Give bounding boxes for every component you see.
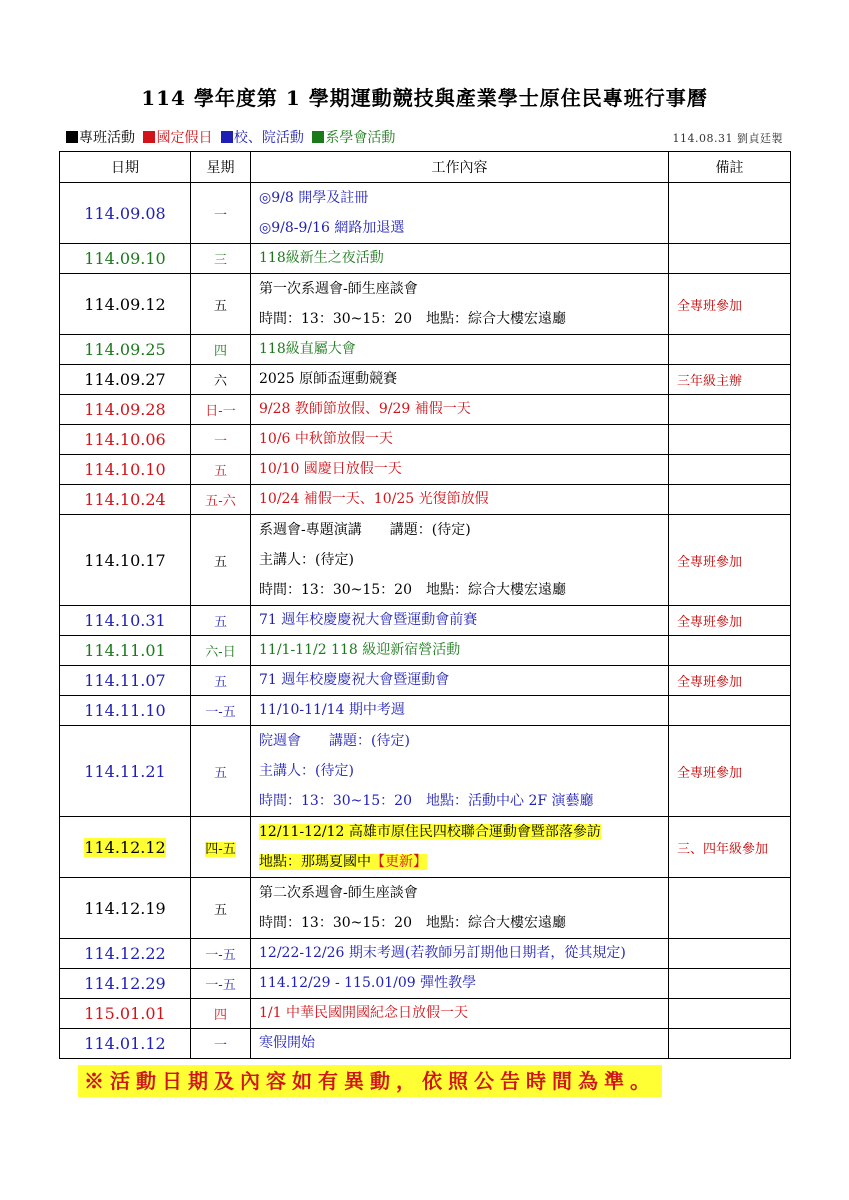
row-date-text: 115.01.01 bbox=[84, 1004, 166, 1023]
legend-label: 專班活動 bbox=[79, 130, 135, 146]
row-weekday-text: 四 bbox=[213, 1008, 227, 1023]
row-weekday bbox=[191, 606, 251, 636]
row-weekday bbox=[191, 666, 251, 696]
row-weekday bbox=[191, 999, 251, 1029]
row-date bbox=[60, 666, 191, 696]
table-row bbox=[60, 969, 791, 999]
row-weekday bbox=[191, 274, 251, 335]
row-date-text: 114.12.22 bbox=[84, 944, 166, 963]
row-note bbox=[669, 999, 791, 1029]
footer-notice: ※活動日期及內容如有異動，依照公告時間為準。 bbox=[78, 1065, 662, 1097]
row-content bbox=[251, 455, 669, 485]
row-content-line: 系週會-專題演講 講題：(待定) bbox=[259, 522, 471, 538]
row-weekday bbox=[191, 335, 251, 365]
row-weekday bbox=[191, 696, 251, 726]
row-content-line: 地點：那瑪夏國中 bbox=[259, 854, 371, 870]
row-weekday-text: 一 bbox=[213, 1038, 227, 1053]
row-note bbox=[669, 395, 791, 425]
table-row bbox=[60, 999, 791, 1029]
header-note: 備註 bbox=[669, 152, 791, 183]
row-note-text: 全專班參加 bbox=[677, 554, 743, 570]
row-content bbox=[251, 878, 669, 939]
legend-label: 國定假日 bbox=[156, 130, 213, 146]
row-content-line: 10/10 國慶日放假一天 bbox=[259, 461, 402, 477]
row-weekday-text: 一 bbox=[213, 434, 227, 449]
row-note bbox=[669, 365, 791, 395]
row-content-line: 9/28 教師節放假、9/29 補假一天 bbox=[259, 401, 471, 417]
row-weekday bbox=[191, 183, 251, 244]
row-content bbox=[251, 425, 669, 455]
row-date bbox=[60, 244, 191, 274]
row-weekday-text: 五-六 bbox=[205, 494, 236, 509]
row-note bbox=[669, 1029, 791, 1059]
legend-swatch bbox=[143, 131, 155, 143]
row-note-text: 三、四年級參加 bbox=[677, 841, 769, 857]
row-date bbox=[60, 726, 191, 817]
row-content-line: 114.12/29 - 115.01/09 彈性教學 bbox=[259, 975, 477, 991]
row-note bbox=[669, 939, 791, 969]
legend-item-school-activity bbox=[221, 130, 304, 146]
row-date bbox=[60, 485, 191, 515]
table-row bbox=[60, 244, 791, 274]
row-date bbox=[60, 636, 191, 666]
row-date bbox=[60, 1029, 191, 1059]
row-date bbox=[60, 878, 191, 939]
row-content bbox=[251, 999, 669, 1029]
legend-item-association-activity bbox=[312, 130, 395, 146]
legend-item-national-holiday bbox=[143, 130, 212, 146]
row-content bbox=[251, 183, 669, 244]
table-row bbox=[60, 817, 791, 878]
row-content bbox=[251, 244, 669, 274]
legend-item-class-activity bbox=[66, 130, 135, 146]
row-content-line: 10/24 補假一天、10/25 光復節放假 bbox=[259, 491, 489, 507]
author-note: 114.08.31 劉貞廷製 bbox=[672, 132, 783, 145]
row-note bbox=[669, 636, 791, 666]
table-row bbox=[60, 395, 791, 425]
row-weekday-text: 五 bbox=[213, 615, 227, 630]
row-content-line: 1/1 中華民國開國紀念日放假一天 bbox=[259, 1005, 468, 1021]
row-weekday-text: 三 bbox=[213, 253, 227, 268]
row-note bbox=[669, 817, 791, 878]
row-weekday bbox=[191, 455, 251, 485]
row-note bbox=[669, 666, 791, 696]
row-content-line: 12/22-12/26 期末考週(若教師另訂期他日期者，從其規定) bbox=[259, 945, 626, 961]
row-note bbox=[669, 455, 791, 485]
row-content bbox=[251, 606, 669, 636]
row-content-line: 時間：13：30~15：20 地點：綜合大樓宏遠廳 bbox=[259, 915, 566, 931]
row-date-text: 114.10.10 bbox=[84, 460, 166, 479]
table-row bbox=[60, 939, 791, 969]
row-date bbox=[60, 999, 191, 1029]
row-note-text: 全專班參加 bbox=[677, 615, 743, 630]
row-note bbox=[669, 606, 791, 636]
row-date-text: 114.11.21 bbox=[84, 761, 166, 781]
row-weekday-text: 五 bbox=[213, 298, 227, 314]
row-weekday bbox=[191, 425, 251, 455]
row-date bbox=[60, 817, 191, 878]
row-date bbox=[60, 335, 191, 365]
row-date-text: 114.12.12 bbox=[84, 837, 166, 857]
row-date bbox=[60, 365, 191, 395]
row-date bbox=[60, 274, 191, 335]
row-date-text: 114.09.12 bbox=[84, 294, 166, 314]
legend-label: 系學會活動 bbox=[325, 130, 396, 146]
row-content bbox=[251, 969, 669, 999]
row-weekday bbox=[191, 244, 251, 274]
row-content bbox=[251, 636, 669, 666]
row-content bbox=[251, 939, 669, 969]
row-date bbox=[60, 696, 191, 726]
row-weekday-text: 五 bbox=[213, 675, 227, 690]
update-tag: 【更新】 bbox=[371, 854, 427, 870]
row-note bbox=[669, 183, 791, 244]
row-content-line: 11/1-11/2 118 級迎新宿營活動 bbox=[259, 642, 461, 658]
header-weekday: 星期 bbox=[191, 152, 251, 183]
row-date-text: 114.10.24 bbox=[84, 490, 166, 509]
row-content-line: 主講人：(待定) bbox=[259, 763, 354, 779]
row-weekday-text: 五 bbox=[213, 464, 227, 479]
row-content bbox=[251, 666, 669, 696]
row-date-text: 114.09.10 bbox=[84, 249, 166, 268]
row-date-text: 114.11.01 bbox=[84, 641, 166, 660]
row-date bbox=[60, 455, 191, 485]
row-content-line: 主講人：(待定) bbox=[259, 552, 354, 568]
row-content-line: 第二次系週會-師生座談會 bbox=[259, 885, 418, 901]
row-note bbox=[669, 969, 791, 999]
row-date-text: 114.09.08 bbox=[84, 203, 166, 223]
row-note bbox=[669, 696, 791, 726]
row-weekday-text: 一-五 bbox=[205, 705, 236, 720]
row-date bbox=[60, 939, 191, 969]
row-content bbox=[251, 726, 669, 817]
row-weekday bbox=[191, 726, 251, 817]
row-weekday bbox=[191, 395, 251, 425]
row-date-text: 114.09.28 bbox=[84, 400, 166, 419]
row-date bbox=[60, 606, 191, 636]
row-weekday-text: 五 bbox=[213, 765, 227, 781]
row-content-line: 12/11-12/12 高雄市原住民四校聯合運動會暨部落參訪 bbox=[259, 824, 601, 840]
header-date: 日期 bbox=[60, 152, 191, 183]
color-legend bbox=[66, 127, 399, 147]
row-content-line: 118級直屬大會 bbox=[259, 341, 356, 357]
row-content bbox=[251, 365, 669, 395]
row-note-text: 全專班參加 bbox=[677, 298, 743, 314]
table-row bbox=[60, 696, 791, 726]
row-note bbox=[669, 726, 791, 817]
row-content-line: 118級新生之夜活動 bbox=[259, 250, 384, 266]
table-row bbox=[60, 365, 791, 395]
table-row bbox=[60, 726, 791, 817]
row-content-line: 2025 原師盃運動競賽 bbox=[259, 371, 398, 387]
row-weekday bbox=[191, 969, 251, 999]
table-row bbox=[60, 1029, 791, 1059]
row-weekday bbox=[191, 365, 251, 395]
row-date bbox=[60, 395, 191, 425]
row-content-line: ◎9/8 開學及註冊 bbox=[259, 190, 369, 206]
row-content bbox=[251, 515, 669, 606]
row-note bbox=[669, 878, 791, 939]
table-row bbox=[60, 636, 791, 666]
table-row bbox=[60, 878, 791, 939]
row-content bbox=[251, 485, 669, 515]
header-content: 工作內容 bbox=[251, 152, 669, 183]
row-date-text: 114.12.19 bbox=[84, 898, 166, 918]
legend-label: 校、院活動 bbox=[233, 130, 304, 146]
legend-swatch bbox=[312, 131, 324, 143]
page-title: 114 學年度第 1 學期運動競技與產業學士原住民專班行事曆 bbox=[141, 86, 708, 110]
row-date-text: 114.10.06 bbox=[84, 430, 166, 449]
row-content-line: 時間：13：30~15：20 地點：活動中心 2F 演藝廳 bbox=[259, 793, 594, 809]
row-content-line: 時間：13：30~15：20 地點：綜合大樓宏遠廳 bbox=[259, 311, 566, 327]
row-weekday-text: 五 bbox=[213, 554, 227, 570]
row-content-line: 10/6 中秋節放假一天 bbox=[259, 431, 393, 447]
table-row bbox=[60, 666, 791, 696]
row-content bbox=[251, 696, 669, 726]
row-note-text: 三年級主辦 bbox=[677, 374, 743, 389]
table-row bbox=[60, 425, 791, 455]
row-date-text: 114.12.29 bbox=[84, 974, 166, 993]
row-content bbox=[251, 1029, 669, 1059]
table-row bbox=[60, 606, 791, 636]
row-weekday-text: 五 bbox=[213, 902, 227, 918]
row-content-line: ◎9/8-9/16 網路加退選 bbox=[259, 220, 405, 236]
row-content bbox=[251, 335, 669, 365]
row-weekday bbox=[191, 878, 251, 939]
table-row bbox=[60, 335, 791, 365]
row-note bbox=[669, 425, 791, 455]
row-content-line: 第一次系週會-師生座談會 bbox=[259, 281, 418, 297]
row-date bbox=[60, 425, 191, 455]
row-note bbox=[669, 335, 791, 365]
row-note-text: 全專班參加 bbox=[677, 675, 743, 690]
row-weekday bbox=[191, 1029, 251, 1059]
legend-swatch bbox=[66, 131, 78, 143]
row-content-line: 寒假開始 bbox=[259, 1035, 315, 1051]
row-weekday-text: 四-五 bbox=[205, 841, 236, 857]
row-date-text: 114.09.27 bbox=[84, 370, 166, 389]
table-row bbox=[60, 455, 791, 485]
row-date-text: 114.10.31 bbox=[84, 611, 166, 630]
row-note bbox=[669, 274, 791, 335]
row-content-line: 時間：13：30~15：20 地點：綜合大樓宏遠廳 bbox=[259, 582, 566, 598]
legend-swatch bbox=[221, 131, 233, 143]
row-weekday bbox=[191, 817, 251, 878]
row-weekday-text: 一-五 bbox=[205, 948, 236, 963]
row-weekday-text: 日-一 bbox=[205, 404, 236, 419]
row-note bbox=[669, 515, 791, 606]
row-note bbox=[669, 244, 791, 274]
row-content-line: 71 週年校慶慶祝大會暨運動會 bbox=[259, 672, 450, 688]
row-weekday bbox=[191, 485, 251, 515]
row-content-line: 71 週年校慶慶祝大會暨運動會前賽 bbox=[259, 612, 478, 628]
row-weekday-text: 六-日 bbox=[205, 645, 236, 660]
row-weekday-text: 六 bbox=[213, 374, 227, 389]
row-date-text: 114.11.07 bbox=[84, 671, 166, 690]
row-weekday-text: 一 bbox=[213, 207, 227, 223]
table-row bbox=[60, 485, 791, 515]
row-content bbox=[251, 395, 669, 425]
row-date-text: 114.01.12 bbox=[84, 1034, 166, 1053]
table-row bbox=[60, 515, 791, 606]
row-weekday-text: 一-五 bbox=[205, 978, 236, 993]
header-row bbox=[60, 152, 791, 183]
row-date bbox=[60, 515, 191, 606]
row-date-text: 114.09.25 bbox=[84, 340, 166, 359]
row-content-line: 11/10-11/14 期中考週 bbox=[259, 702, 405, 718]
row-weekday bbox=[191, 939, 251, 969]
row-weekday-text: 四 bbox=[213, 344, 227, 359]
row-date bbox=[60, 183, 191, 244]
row-content bbox=[251, 274, 669, 335]
row-date bbox=[60, 969, 191, 999]
row-weekday bbox=[191, 636, 251, 666]
row-date-text: 114.10.17 bbox=[84, 550, 166, 570]
row-weekday bbox=[191, 515, 251, 606]
row-note bbox=[669, 485, 791, 515]
table-row bbox=[60, 183, 791, 244]
row-content bbox=[251, 817, 669, 878]
row-content-line: 院週會 講題：(待定) bbox=[259, 733, 410, 749]
calendar-table bbox=[59, 151, 791, 1059]
table-row bbox=[60, 274, 791, 335]
row-date-text: 114.11.10 bbox=[84, 701, 166, 720]
row-note-text: 全專班參加 bbox=[677, 765, 743, 781]
